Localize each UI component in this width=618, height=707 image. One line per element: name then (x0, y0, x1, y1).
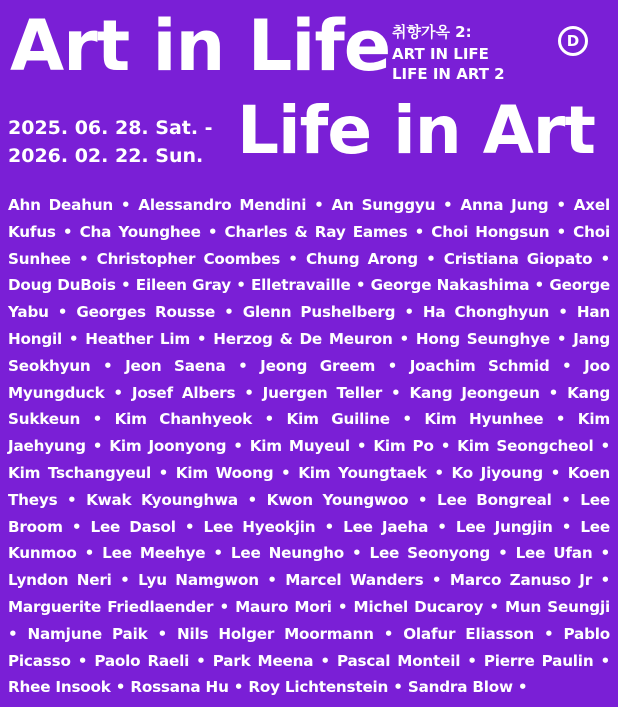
korean-title: 취향가옥 2: (392, 23, 472, 41)
title-life-in-art: Life in Art (237, 92, 595, 169)
subtitle (392, 44, 505, 84)
logo-letter: D (566, 32, 580, 50)
date-end: 2026. 02. 22. Sun. (8, 145, 204, 167)
artist-list: Ahn Deahun • Alessandro Mendini • An Sunggyu • Anna Jung • Axel Kufus • Cha Younghee • Charles & Ray Eames • Choi Hongsun • Choi Sunhee • Christopher Coombes • Chung Arong • Cristiana Giopato • Doug DuBois • Eileen Gray • Elletravaille • George Nakashima • George Yabu • Georges Rousse • Glenn Pushelberg • Ha Chonghyun • Han Hongil • Heather Lim • Herzog & De Meuron • Hong Seunghye • Jang Seokhyun • Jeon Saena • Jeong Greem • Joachim Schmid • Joo Myungduck • Josef Albers • Juergen Teller • Kang Jeongeun • Kang Sukkeun • Kim Chanhyeok • Kim Guiline • Kim Hyunhee • Kim Jaehyung • Kim Joonyong • Kim Muyeul • Kim Po • Kim Seongcheol • Kim Tschangyeul • Kim Woong • Kim Youngtaek • Ko Jiyoung • Koen Theys • Kwak Kyounghwa • Kwon Youngwoo • Lee Bongreal • Lee Broom • Lee Dasol • Lee Hyeokjin • Lee Jaeha • Lee Jungjin • Lee Kunmoo • Lee Meehye • Lee Neungho • Lee Seonyong • Lee Ufan • Lyndon Neri • Lyu Namgwon • Marcel Wanders • Marco Zanuso Jr • Marguerite Friedlaender • Mauro Mori • Michel Ducaroy • Mun Seungji • Namjune Paik • Nils Holger Moormann • Olafur Eliasson • Pablo Picasso • Paolo Raeli • Park Meena • Pascal Monteil • Pierre Paulin • Rhee Insook • Rossana Hu • Roy Lichtenstein • Sandra Blow • (8, 196, 610, 697)
title-art-in-life: Art in Life (10, 5, 391, 87)
date-start: 2025. 06. 28. Sat. - (8, 117, 213, 139)
exhibition-dates (8, 114, 213, 170)
subtitle-line1: ART IN LIFE (392, 45, 489, 63)
logo-d-icon (558, 26, 588, 56)
subtitle-line2: LIFE IN ART 2 (392, 65, 505, 83)
